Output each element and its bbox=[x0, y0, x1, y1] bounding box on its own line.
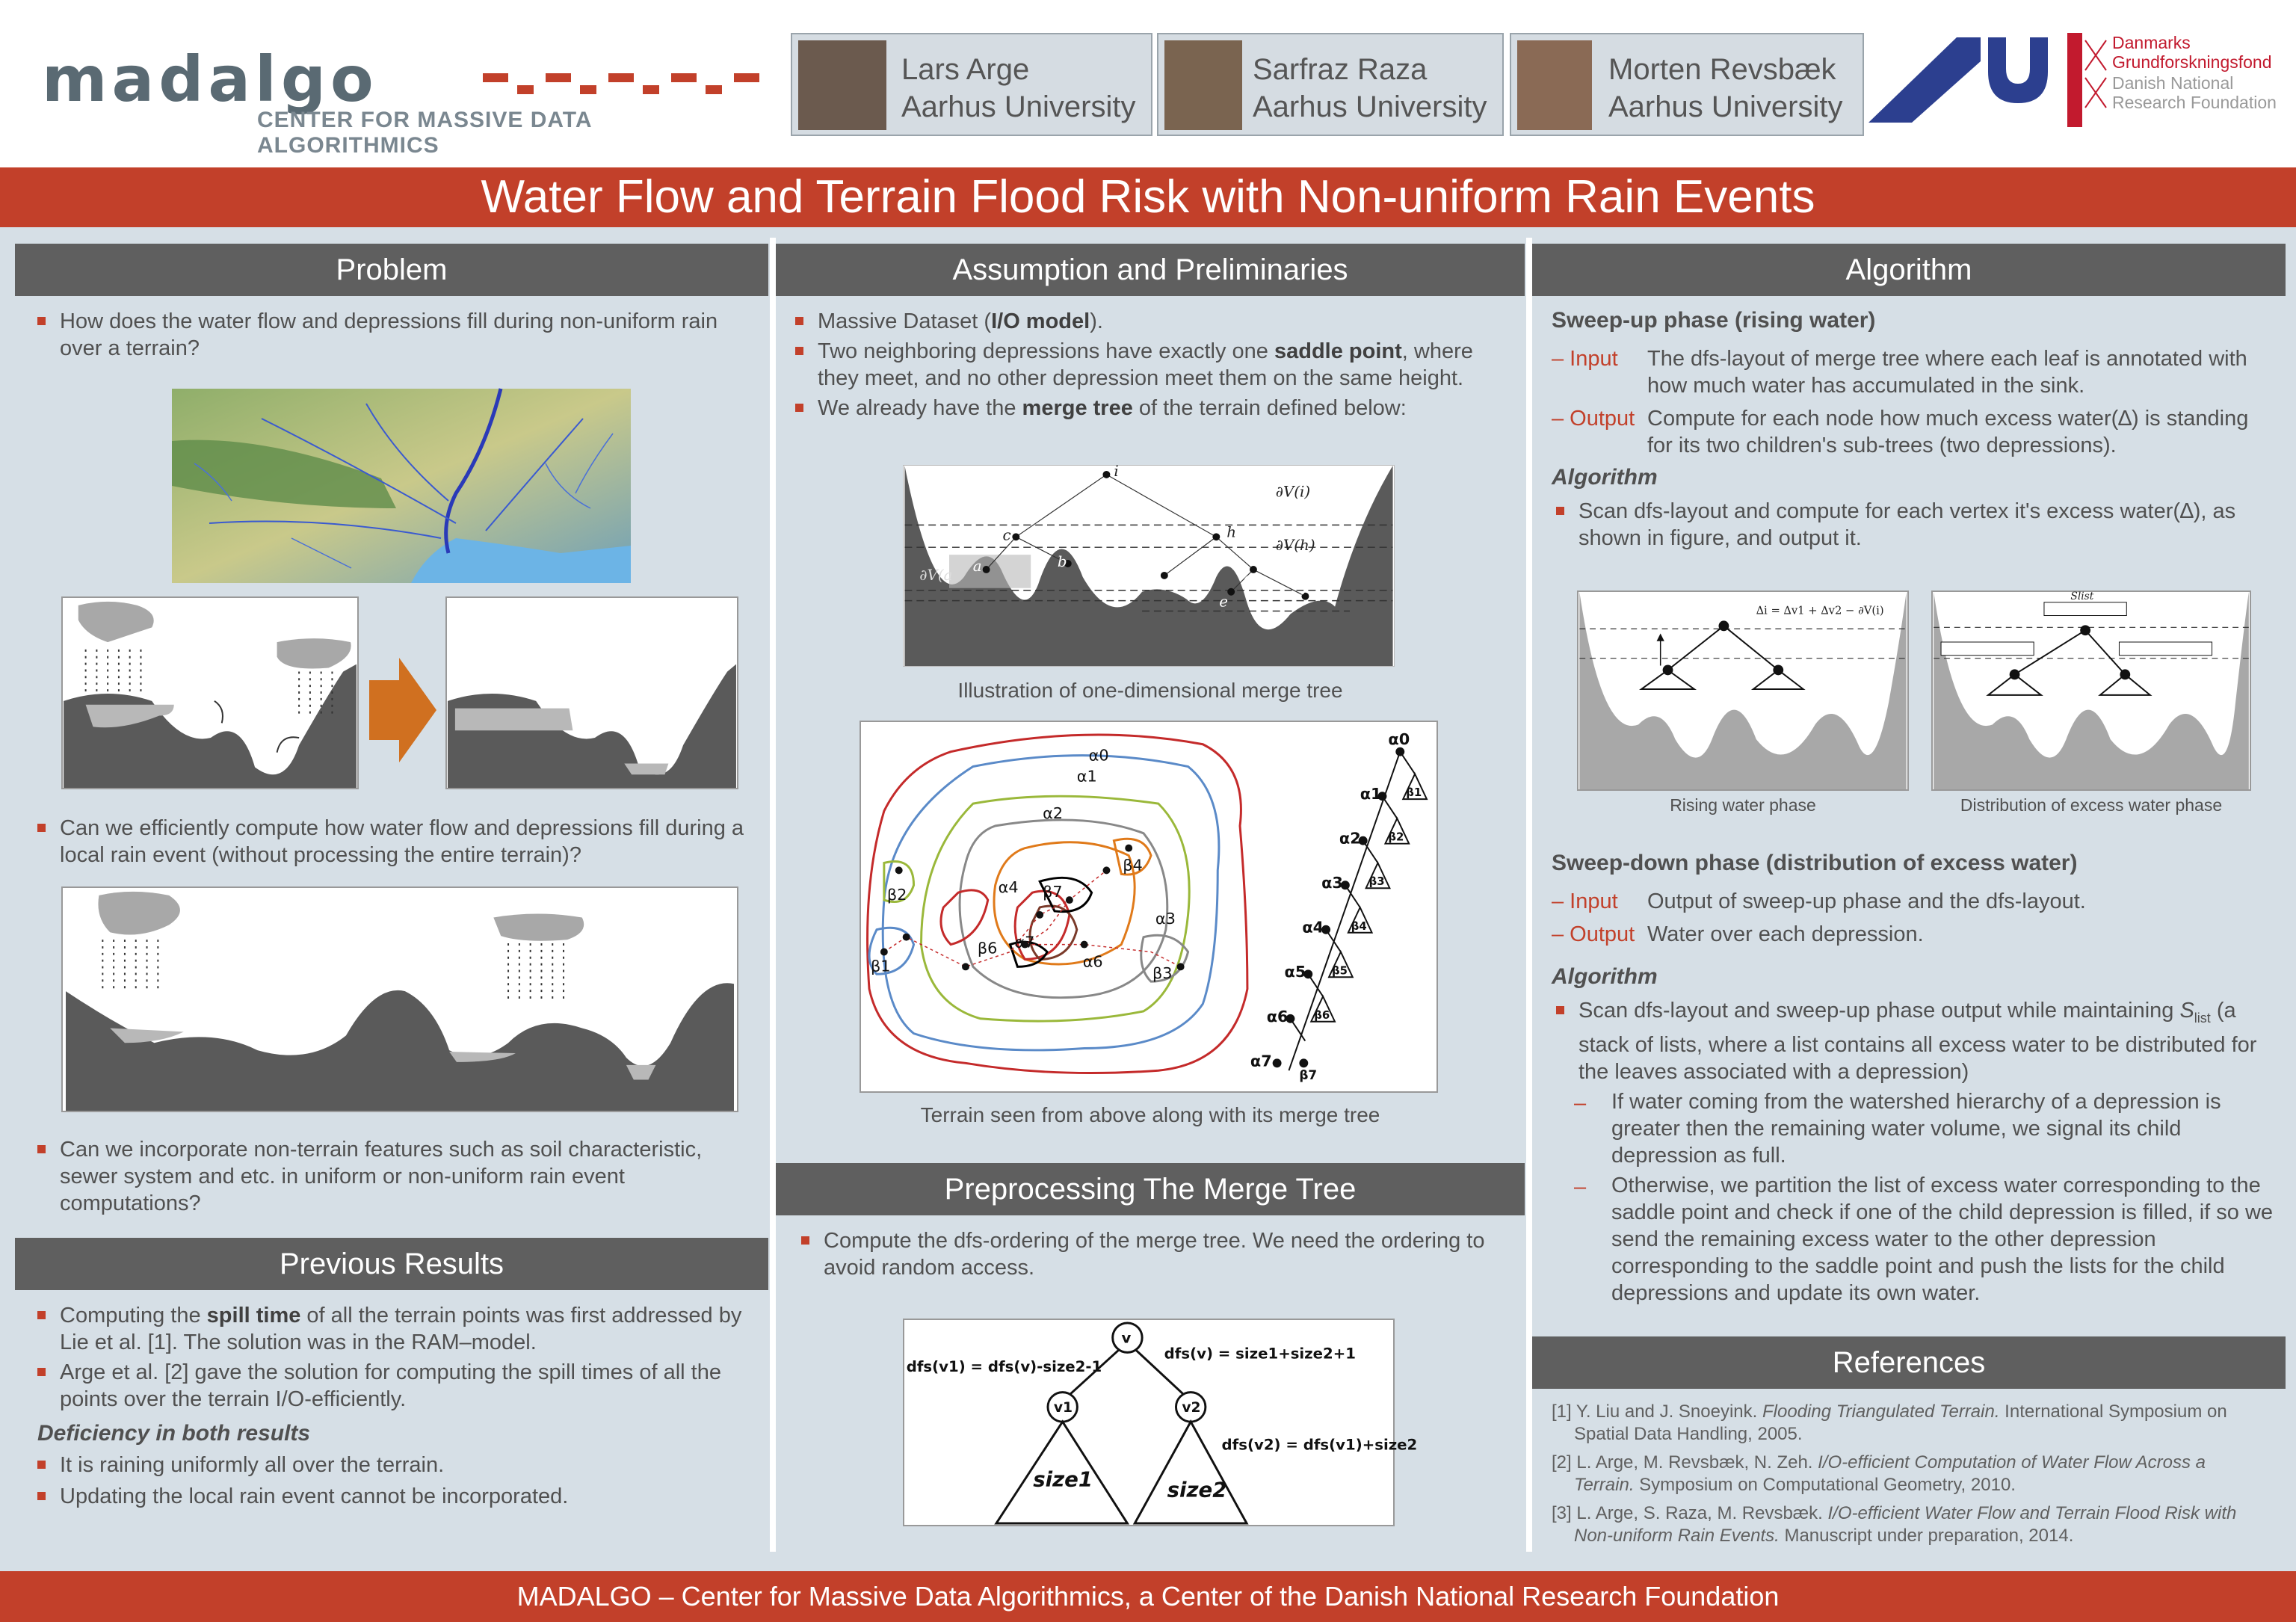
tree-beta-label: β4 bbox=[1351, 919, 1367, 933]
tree-alpha-label: α5 bbox=[1284, 963, 1306, 981]
bullet-icon bbox=[1556, 1006, 1564, 1014]
one-dimensional-merge-tree-figure bbox=[903, 462, 1395, 667]
tree-beta-label: β1 bbox=[1406, 786, 1422, 800]
beta-label: β6 bbox=[977, 939, 998, 958]
column-divider bbox=[770, 238, 776, 1552]
reference-item: [1] Y. Liu and J. Snoeyink. Flooding Triangulated Terrain. International Symposium on Spatial Data Handling, 2005. bbox=[1552, 1401, 2227, 1444]
author-name: Morten Revsbæk bbox=[1608, 53, 1836, 86]
author-affiliation: Aarhus University bbox=[1608, 90, 1843, 123]
rising-water-phase-figure bbox=[1577, 590, 1909, 791]
column-divider bbox=[1526, 238, 1532, 1552]
beta-label: β4 bbox=[1123, 856, 1143, 875]
node-v2-label: v2 bbox=[1182, 1400, 1201, 1416]
tree-alpha-label: α0 bbox=[1388, 730, 1410, 748]
alpha-label: α2 bbox=[1043, 804, 1064, 822]
dnrf-line: Danmarks bbox=[2112, 33, 2191, 52]
bullet-icon bbox=[795, 404, 803, 412]
beta-label: β3 bbox=[1152, 964, 1173, 983]
subtree-size2-label: size2 bbox=[1167, 1477, 1227, 1502]
tree-alpha-label: α1 bbox=[1360, 785, 1382, 804]
poster-title: Water Flow and Terrain Flood Risk with Non-uniform Rain Events bbox=[0, 167, 2296, 227]
sweep-up-input: – Input The dfs-layout of merge tree where each leaf is annotated with how much water has accumulated in the sink. bbox=[1552, 347, 2247, 398]
section-heading-assumption: Assumption and Preliminaries bbox=[776, 244, 1525, 296]
madalgo-logo bbox=[42, 43, 759, 158]
figure-caption: Rising water phase bbox=[1670, 795, 1816, 815]
section-heading-references: References bbox=[1532, 1336, 2286, 1389]
label-f: f bbox=[1302, 578, 1308, 596]
author-photo bbox=[1517, 40, 1592, 130]
terrain-contour-merge-tree-figure bbox=[860, 721, 1438, 1093]
logo-dashes-icon bbox=[483, 58, 782, 103]
section-heading-previous-results: Previous Results bbox=[15, 1238, 768, 1290]
logo-wordmark: madalgo bbox=[42, 43, 378, 116]
sweep-down-output: – Output Water over each depression. bbox=[1552, 922, 1924, 946]
bullet-icon bbox=[37, 1461, 46, 1469]
logo-subtitle: CENTER FOR MASSIVE DATA ALGORITHMICS bbox=[257, 108, 592, 158]
label-dVi: ∂V(i) bbox=[1275, 483, 1311, 501]
label-dVa: ∂V(a bbox=[919, 566, 953, 584]
tree-alpha-label: α7 bbox=[1250, 1052, 1272, 1070]
tree-beta-label: β6 bbox=[1314, 1008, 1330, 1022]
alpha-label: α6 bbox=[1082, 952, 1103, 971]
bullet-icon bbox=[1556, 507, 1564, 515]
aarhus-university-logo-icon bbox=[1868, 34, 2048, 128]
reference-item: [2] L. Arge, M. Revsbæk, N. Zeh. I/O-efficient Computation of Water Flow Across a Terrain. Symposium on Computational Geometry, 2010. bbox=[1552, 1452, 2206, 1495]
alpha-label: α0 bbox=[1088, 746, 1109, 765]
input-label: – Input bbox=[1552, 347, 1618, 371]
figure-caption: Distribution of excess water phase bbox=[1960, 795, 2223, 815]
label-c: c bbox=[1002, 526, 1011, 544]
output-label: – Output bbox=[1552, 922, 1635, 946]
section-heading-algorithm: Algorithm bbox=[1532, 244, 2286, 296]
label-dVh: ∂V(h) bbox=[1275, 537, 1315, 555]
sub-bullet-icon: – bbox=[1574, 1091, 1587, 1115]
bullet-icon bbox=[801, 1236, 809, 1245]
tree-alpha-label: α4 bbox=[1302, 918, 1324, 937]
alpha-label: α3 bbox=[1155, 909, 1176, 928]
author-affiliation: Aarhus University bbox=[901, 90, 1136, 123]
alpha-label: α7 bbox=[1014, 933, 1035, 952]
label-g: g bbox=[1243, 569, 1253, 587]
bullet-icon bbox=[37, 824, 46, 832]
tree-alpha-label: α6 bbox=[1266, 1007, 1289, 1026]
arrow-right-icon bbox=[369, 658, 436, 762]
label-h: h bbox=[1226, 523, 1237, 541]
tree-beta-label: β7 bbox=[1299, 1067, 1318, 1083]
bullet-icon bbox=[795, 317, 803, 325]
references-list bbox=[1552, 1401, 2269, 1547]
dnrf-bar-icon bbox=[2067, 33, 2082, 127]
sweep-down-input: – Input Output of sweep-up phase and the dfs-layout. bbox=[1552, 889, 2086, 913]
label-i: i bbox=[1114, 462, 1119, 480]
tree-beta-label: β3 bbox=[1368, 875, 1385, 889]
dnrf-line: Grundforskningsfond bbox=[2112, 52, 2272, 72]
beta-label: β2 bbox=[886, 886, 907, 904]
label-a: a bbox=[972, 557, 982, 575]
uniform-rain-after-figure bbox=[445, 596, 738, 789]
figure-caption: Terrain seen from above along with its merge tree bbox=[920, 1103, 1380, 1126]
uniform-rain-before-figure bbox=[61, 596, 359, 789]
section-heading-preprocessing: Preprocessing The Merge Tree bbox=[776, 1163, 1525, 1215]
equation-dfs-v1: dfs(v1) = dfs(v)-size2-1 bbox=[906, 1357, 1102, 1375]
algorithm-label: Algorithm bbox=[1552, 964, 1658, 989]
equation-dfs-v: dfs(v) = size1+size2+1 bbox=[1164, 1345, 1356, 1363]
bullet-icon bbox=[37, 317, 46, 325]
figure-caption: Illustration of one-dimensional merge tree bbox=[957, 679, 1343, 702]
alpha-label: α1 bbox=[1076, 767, 1097, 786]
header bbox=[0, 0, 2296, 167]
output-label: – Output bbox=[1552, 407, 1635, 431]
bullet-icon bbox=[37, 1492, 46, 1500]
previous-results-body: Computing the spill time of all the terrain points was first addressed by Lie et al. [1]. The solution was in the RAM–model. Arge et al. [2] gave the solution for computing the spill times of all the points over the terrain I/O-efficiently. Deficiency in both results It is raining uniformly all over the terrain. Updating the local rain event cannot be incorporated. bbox=[37, 1302, 747, 1510]
problem-question-1: How does the water flow and depressions fill during non-uniform rain over a terrain? bbox=[37, 308, 747, 362]
problem-question-3: Can we incorporate non-terrain features such as soil characteristic, sewer system and etc. in uniform or non-uniform rain event computations? bbox=[37, 1136, 747, 1217]
sub-bullet-icon: – bbox=[1574, 1174, 1587, 1199]
deficiency-heading: Deficiency in both results bbox=[37, 1421, 311, 1446]
delta-equation: ∆i = ∆v1 + ∆v2 − ∂V(i) bbox=[1756, 604, 1884, 617]
algorithm-label: Algorithm bbox=[1552, 465, 1658, 490]
author-name: Sarfraz Raza bbox=[1253, 53, 1428, 86]
dnrf-line: Danish National bbox=[2112, 73, 2234, 93]
dnrf-pattern-icon bbox=[2085, 33, 2108, 129]
beta-label: β7 bbox=[1043, 883, 1063, 901]
bullet-icon bbox=[37, 1145, 46, 1153]
footer: MADALGO – Center for Massive Data Algorithmics, a Center of the Danish National Research Foundation bbox=[0, 1571, 2296, 1622]
author-photo bbox=[1164, 40, 1242, 130]
sweep-up-output: – Output Compute for each node how much excess water(∆) is standing for its two children's sub-trees (two depressions). bbox=[1552, 407, 2249, 457]
beta-label: β1 bbox=[871, 957, 891, 975]
equation-dfs-v2: dfs(v2) = dfs(v1)+size2 bbox=[1221, 1436, 1418, 1454]
reference-item: [3] L. Arge, S. Raza, M. Revsbæk. I/O-efficient Water Flow and Terrain Flood Risk with Non-uniform Rain Events. Manuscript under preparation, 2014. bbox=[1552, 1503, 2237, 1546]
sweep-up-algorithm: Scan dfs-layout and compute for each vertex it's excess water(∆), as shown in figure, and output it. bbox=[1556, 498, 2274, 552]
preprocess-body: Compute the dfs-ordering of the merge tree. We need the ordering to avoid random access. bbox=[801, 1227, 1511, 1281]
dnrf-logo bbox=[2067, 33, 2292, 129]
assumption-body: Massive Dataset (I/O model). Two neighboring depressions have exactly one saddle point, where they meet, and no other depression meet them on the same height. We already have the merge tree of the terrain defined below: bbox=[795, 308, 1513, 422]
bullet-icon bbox=[795, 347, 803, 355]
author-card bbox=[1157, 33, 1504, 136]
tree-alpha-label: α3 bbox=[1321, 874, 1343, 892]
label-e: e bbox=[1219, 593, 1229, 611]
node-v-label: v bbox=[1121, 1329, 1132, 1347]
sweep-down-title: Sweep-down phase (distribution of excess water) bbox=[1552, 851, 2078, 875]
author-card bbox=[791, 33, 1152, 136]
dnrf-line: Research Foundation bbox=[2112, 93, 2277, 112]
node-v1-label: v1 bbox=[1053, 1400, 1073, 1416]
distribution-phase-figure bbox=[1931, 590, 2251, 791]
bullet-icon bbox=[37, 1311, 46, 1319]
tree-beta-label: β5 bbox=[1332, 963, 1348, 978]
subtree-size1-label: size1 bbox=[1033, 1467, 1093, 1492]
input-label: – Input bbox=[1552, 889, 1618, 913]
watershed-map-figure bbox=[172, 389, 631, 583]
author-card bbox=[1510, 33, 1864, 136]
alpha-label: α4 bbox=[998, 878, 1019, 897]
dfs-ordering-figure bbox=[903, 1319, 1418, 1526]
section-heading-problem: Problem bbox=[15, 244, 768, 296]
slist-label: Slist bbox=[2070, 590, 2094, 602]
sweep-up-title: Sweep-up phase (rising water) bbox=[1552, 308, 1876, 333]
author-photo bbox=[798, 40, 886, 130]
label-b: b bbox=[1057, 552, 1067, 570]
label-d: d bbox=[1153, 554, 1164, 572]
bullet-icon bbox=[37, 1368, 46, 1376]
author-name: Lars Arge bbox=[901, 53, 1030, 86]
tree-beta-label: β2 bbox=[1388, 830, 1404, 844]
sweep-down-algorithm: Scan dfs-layout and sweep-up phase output while maintaining $S_{list}$ (a stack of lists, where a list contains all excess water to be distributed for the leaves associated with a depression) – If water coming from the watershed hierarchy of a depression is greater then the remaining water volume, we signal its child depression as full. – Otherwise, we partition the list of excess water corresponding to the saddle point and check if one of the child depression is filled, if so we send the remaining excess water to the other depression corresponding to the saddle point and push the lists for the child depressions and update its own water. bbox=[1556, 997, 2274, 1307]
tree-alpha-label: α2 bbox=[1339, 829, 1361, 848]
problem-question-2: Can we efficiently compute how water flow and depressions fill during a local rain event (without processing the entire terrain)? bbox=[37, 815, 747, 869]
local-rain-figure bbox=[61, 886, 738, 1112]
author-affiliation: Aarhus University bbox=[1253, 90, 1487, 123]
